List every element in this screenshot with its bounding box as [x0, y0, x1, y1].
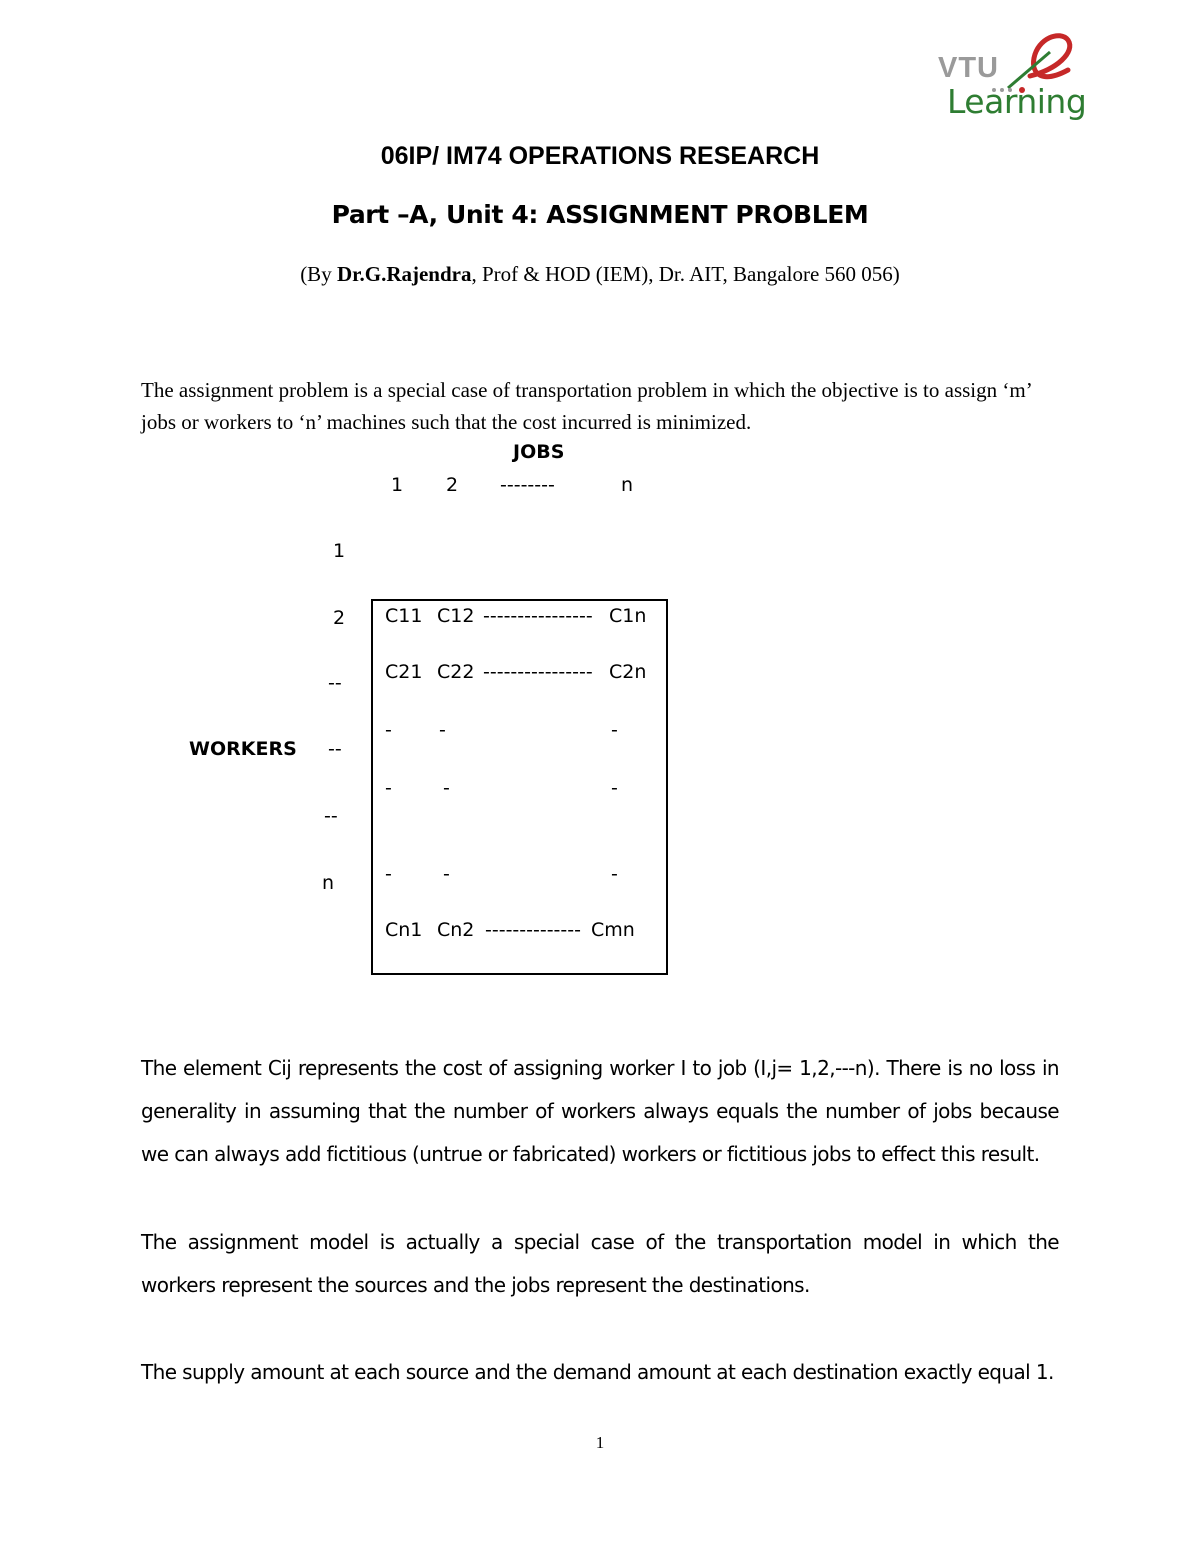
- paragraph-element-cost: The element Cij represents the cost of assigning worker I to job (I,j= 1,2,---n). There is no loss in generality in assuming that the number of workers always equals the number of jobs because we can always add fictitious (untrue or fabricated) workers or fictitious jobs to effect this result.: [141, 1056, 1059, 1166]
- matrix-cell: C11: [385, 605, 423, 627]
- matrix-cell: Cmn: [591, 919, 635, 941]
- matrix-cell: C22: [437, 661, 475, 683]
- logo-brand-bottom: Learning: [947, 82, 1087, 121]
- job-header-ellipsis: --------: [500, 474, 555, 496]
- worker-label-dash: --: [328, 738, 342, 760]
- matrix-cell: -: [385, 863, 392, 885]
- job-header-n: n: [621, 474, 634, 496]
- matrix-cell: Cn2: [437, 919, 475, 941]
- matrix-cell: C21: [385, 661, 423, 683]
- matrix-cell-ellipsis: ----------------: [483, 605, 593, 627]
- jobs-label: JOBS: [513, 441, 565, 463]
- course-title: 06IP/ IM74 OPERATIONS RESEARCH: [380, 142, 820, 170]
- matrix-cell: -: [385, 719, 392, 741]
- author-name: Dr.G.Rajendra: [336, 262, 472, 286]
- worker-label-2: 2: [333, 607, 346, 629]
- intro-paragraph: The assignment problem is a special case of transportation problem in which the objective is to assign ‘m’ jobs or workers to ‘n’ machines such that the cost incurred is minimized.: [141, 378, 1032, 434]
- matrix-cell-ellipsis: ----------------: [483, 661, 593, 683]
- paragraph-assignment-model: The assignment model is actually a special case of the transportation model in which the workers represent the sources and the jobs represent the destinations.: [141, 1230, 1059, 1297]
- worker-label-n: n: [322, 872, 335, 894]
- matrix-cell: -: [385, 777, 392, 799]
- author-line: [0, 262, 1200, 287]
- worker-label-1: 1: [333, 540, 346, 562]
- vtu-elearning-logo: [938, 30, 1087, 130]
- matrix-cell: -: [443, 863, 450, 885]
- cost-matrix: [371, 599, 668, 975]
- matrix-cell: -: [443, 777, 450, 799]
- worker-label-dash: --: [324, 805, 338, 827]
- worker-label-dash: --: [328, 672, 342, 694]
- matrix-cell: Cn1: [385, 919, 423, 941]
- unit-title: Part –A, Unit 4: ASSIGNMENT PROBLEM: [331, 200, 869, 229]
- matrix-cell: -: [611, 719, 618, 741]
- paragraph-supply-demand: The supply amount at each source and the demand amount at each destination exactly equal 1.: [141, 1360, 1054, 1384]
- author-prefix: (By: [300, 262, 337, 286]
- job-header-1: 1: [391, 474, 404, 496]
- logo-brand-top: VTU: [938, 52, 999, 84]
- job-header-2: 2: [446, 474, 459, 496]
- author-suffix: , Prof & HOD (IEM), Dr. AIT, Bangalore 560 056): [471, 262, 900, 286]
- matrix-cell: C12: [437, 605, 475, 627]
- page-number: 1: [595, 1433, 605, 1452]
- matrix-cell: -: [439, 719, 446, 741]
- matrix-cell: -: [611, 863, 618, 885]
- matrix-cell: C2n: [609, 661, 647, 683]
- workers-label: WORKERS: [189, 738, 297, 760]
- matrix-cell: C1n: [609, 605, 647, 627]
- matrix-cell-ellipsis: --------------: [485, 919, 581, 941]
- matrix-cell: -: [611, 777, 618, 799]
